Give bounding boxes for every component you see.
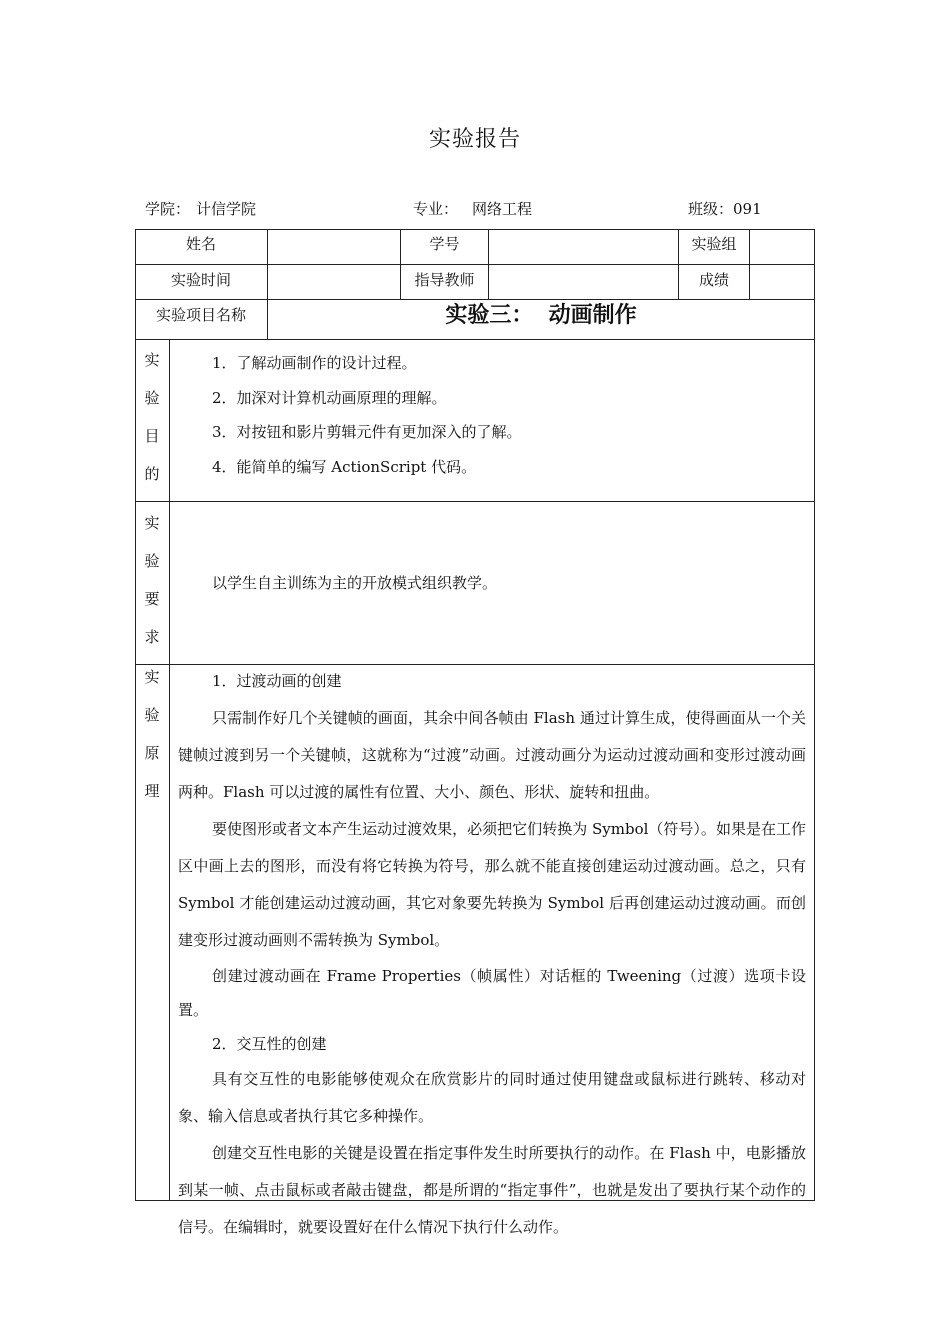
group-label: 实验组 <box>691 234 737 253</box>
project-value: 实验三： 动画制作 <box>445 302 637 328</box>
requirement-label <box>135 504 169 656</box>
principle-heading: 1．过渡动画的创建 <box>212 672 342 690</box>
class-value: 091 <box>733 200 762 218</box>
row-divider <box>135 664 815 665</box>
purpose-label-char: 实 <box>144 351 160 369</box>
principle-body <box>178 666 806 1246</box>
principle-label-char: 验 <box>144 706 160 724</box>
time-label: 实验时间 <box>170 270 231 289</box>
college-label: 学院： <box>145 200 191 218</box>
principle-label-char: 实 <box>144 668 160 686</box>
grade-label: 成绩 <box>698 270 729 289</box>
requirement-label-char: 验 <box>144 552 160 570</box>
teacher-value <box>489 264 678 299</box>
time-value <box>268 264 400 299</box>
major-field <box>413 198 532 219</box>
table-border-right <box>814 229 815 1201</box>
major-value: 网络工程 <box>472 200 533 218</box>
requirement-body <box>178 566 806 601</box>
requirement-label-char: 实 <box>144 514 160 532</box>
principle-paragraph: 创建交互性电影的关键是设置在指定事件发生时所要执行的动作。在 Flash 中，电影播放到某一帧、点击鼠标或者敲击键盘，都是所谓的“指定事件”，也就是发出了要执行某个动作的信号。在编辑时，就要设置好在什么情况下执行什么动作。 <box>178 1144 806 1236</box>
purpose-label-char: 验 <box>144 389 160 407</box>
principle-label-char: 理 <box>144 782 160 800</box>
requirement-label-char: 求 <box>144 628 160 646</box>
group-value <box>750 229 814 264</box>
principle-label-char: 原 <box>144 744 160 762</box>
document-title: 实验报告 <box>428 127 521 152</box>
college-field <box>145 198 256 219</box>
principle-paragraph: 具有交互性的电影能够使观众在欣赏影片的同时通过使用键盘或鼠标进行跳转、移动对象、输入信息或者执行其它多种操作。 <box>178 1070 806 1125</box>
major-label: 专业： <box>413 200 459 218</box>
principle-paragraph: 创建过渡动画在 Frame Properties（帧属性）对话框的 Tweening（过渡）选项卡设置。 <box>178 967 806 1019</box>
project-label: 实验项目名称 <box>155 305 246 324</box>
purpose-label <box>135 341 169 493</box>
principle-paragraph: 要使图形或者文本产生运动过渡效果，必须把它们转换为 Symbol（符号）。如果是在工作区中画上去的图形，而没有将它转换为符号，那么就不能直接创建运动过渡动画。总之，只有 Symbol 才能创建运动过渡动画，其它对象要先转换为 Symbol 后再创建运动过渡动画。而创建变形过渡动画则不需转换为 Symbol。 <box>178 820 806 949</box>
grade-value <box>750 264 814 299</box>
teacher-label: 指导教师 <box>414 270 475 289</box>
name-value <box>268 229 400 264</box>
row-divider <box>135 501 815 502</box>
purpose-item: 4．能简单的编写 ActionScript 代码。 <box>212 457 477 476</box>
purpose-label-char: 的 <box>144 465 160 483</box>
requirement-label-char: 要 <box>144 590 160 608</box>
purpose-label-char: 目 <box>144 427 160 445</box>
purpose-item: 3．对按钮和影片剪辑元件有更加深入的了解。 <box>212 423 522 441</box>
principle-paragraph: 只需制作好几个关键帧的画面，其余中间各帧由 Flash 通过计算生成，使得画面从一个关键帧过渡到另一个关键帧，这就称为“过渡”动画。过渡动画分为运动过渡动画和变形过渡动画两种。Flash 可以过渡的属性有位置、大小、颜色、形状、旋转和扭曲。 <box>178 709 806 801</box>
student-id-label: 学号 <box>429 234 460 253</box>
purpose-item: 2．加深对计算机动画原理的理解。 <box>212 388 447 407</box>
student-id-value <box>489 229 678 264</box>
name-label: 姓名 <box>185 234 216 253</box>
requirement-text: 以学生自主训练为主的开放模式组织教学。 <box>212 574 498 592</box>
principle-heading: 2．交互性的创建 <box>212 1035 327 1053</box>
class-field <box>688 198 762 219</box>
purpose-list <box>178 346 806 484</box>
college-value: 计信学院 <box>196 200 257 218</box>
row-divider <box>135 339 815 340</box>
principle-label <box>135 658 169 810</box>
report-table <box>135 229 815 1236</box>
class-label: 班级： <box>688 200 734 218</box>
col-divider <box>169 339 170 1201</box>
purpose-item: 1．了解动画制作的设计过程。 <box>212 354 417 372</box>
